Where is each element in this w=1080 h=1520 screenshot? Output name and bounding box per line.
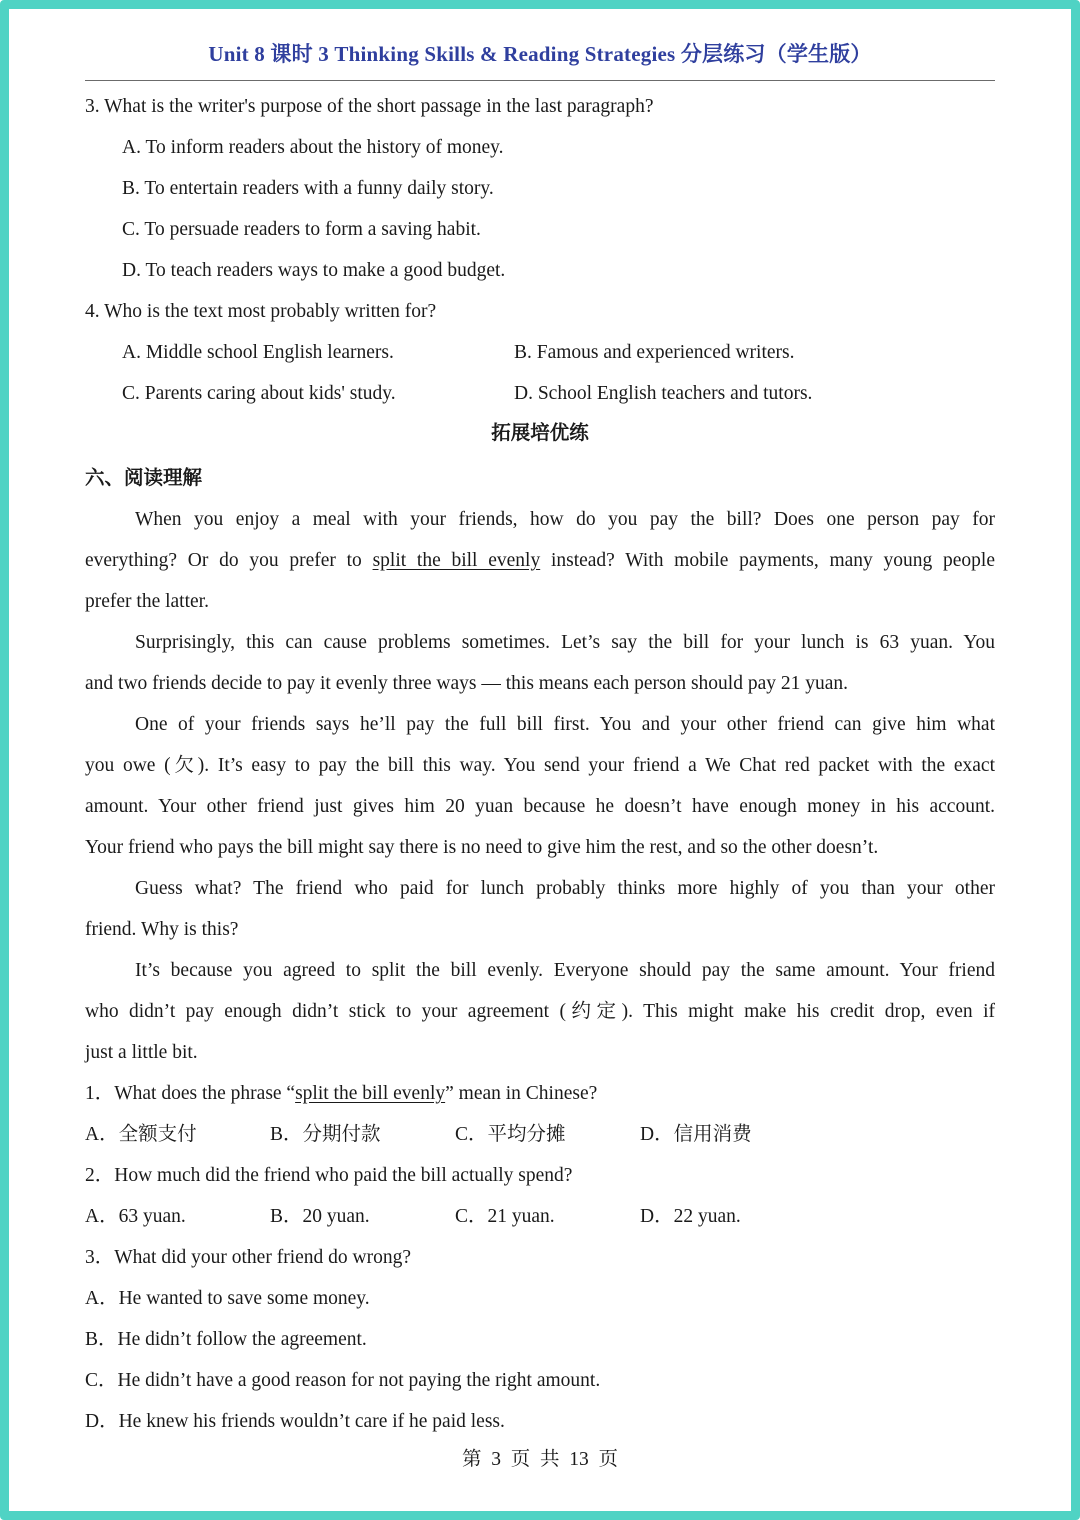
- option-a: A. Middle school English learners.: [122, 342, 394, 363]
- question-stem: 3．What did your other friend do wrong?: [85, 1247, 411, 1268]
- option-a: A．He wanted to save some money.: [85, 1288, 370, 1309]
- option-b: B．分期付款: [270, 1124, 381, 1145]
- option-c: C．He didn’t have a good reason for not paying the right amount.: [85, 1370, 601, 1391]
- option-c: C. To persuade readers to form a saving habit.: [122, 219, 481, 240]
- question-stem: 3. What is the writer's purpose of the short passage in the last paragraph?: [85, 96, 654, 117]
- option-b: B．20 yuan.: [270, 1206, 370, 1227]
- question-stem: [85, 1080, 597, 1108]
- option-d: D．信用消费: [640, 1124, 752, 1145]
- question-text: 1．What does the phrase “: [85, 1083, 296, 1104]
- option-a: A．全额支付: [85, 1124, 197, 1145]
- passage-line: Your friend who pays the bill might say there is no need to give him the rest, and so the other doesn’t.: [85, 837, 879, 858]
- option-c: C．平均分摊: [455, 1124, 566, 1145]
- passage-line: When you enjoy a meal with your friends, how do you pay the bill? Does one person pay for: [135, 509, 995, 530]
- passage-line: just a little bit.: [85, 1042, 198, 1063]
- underlined-phrase: split the bill evenly: [372, 550, 541, 571]
- passage-line: friend. Why is this?: [85, 919, 239, 940]
- passage-line: amount. Your other friend just gives him 20 yuan because he doesn’t have enough money in his account.: [85, 796, 995, 817]
- passage-line: who didn’t pay enough didn’t stick to your agreement (约定). This might make his credit drop, even if: [85, 1001, 995, 1022]
- option-d: D. School English teachers and tutors.: [514, 383, 813, 404]
- passage-text: everything? Or do you prefer to: [85, 550, 373, 571]
- passage-line: One of your friends says he’ll pay the full bill first. You and your other friend can give him what: [135, 714, 995, 735]
- passage-line: prefer the latter.: [85, 591, 209, 612]
- option-a: A. To inform readers about the history of money.: [122, 137, 504, 158]
- option-b: B. To entertain readers with a funny daily story.: [122, 178, 494, 199]
- question-stem: 2．How much did the friend who paid the bill actually spend?: [85, 1165, 573, 1186]
- passage-line: and two friends decide to pay it evenly three ways — this means each person should pay 21 yuan.: [85, 673, 849, 694]
- passage-line: [85, 547, 995, 575]
- option-d: D．22 yuan.: [640, 1206, 741, 1227]
- passage-line: Guess what? The friend who paid for lunch probably thinks more highly of you than your other: [135, 878, 995, 899]
- page-number: 第 3 页 共 13 页: [461, 1449, 618, 1470]
- question-text: ” mean in Chinese?: [445, 1083, 598, 1104]
- passage-line: It’s because you agreed to split the bill evenly. Everyone should pay the same amount. Your friend: [135, 960, 995, 981]
- question-stem: 4. Who is the text most probably written for?: [85, 301, 437, 322]
- option-a: A．63 yuan.: [85, 1206, 186, 1227]
- option-d: D．He knew his friends wouldn’t care if he paid less.: [85, 1411, 505, 1432]
- section-subtitle: 六、阅读理解: [85, 468, 203, 489]
- option-b: B．He didn’t follow the agreement.: [85, 1329, 367, 1350]
- option-d: D. To teach readers ways to make a good budget.: [122, 260, 506, 281]
- header-divider: [85, 80, 995, 81]
- underlined-phrase: split the bill evenly: [295, 1083, 446, 1104]
- passage-line: you owe (欠). It’s easy to pay the bill this way. You send your friend a We Chat red packet with the exact: [85, 755, 995, 776]
- passage-line: Surprisingly, this can cause problems sometimes. Let’s say the bill for your lunch is 63 yuan. You: [135, 632, 995, 653]
- option-c: C．21 yuan.: [455, 1206, 555, 1227]
- option-b: B. Famous and experienced writers.: [514, 342, 795, 363]
- option-c: C. Parents caring about kids' study.: [122, 383, 396, 404]
- passage-text: instead? With mobile payments, many young people: [540, 550, 995, 571]
- page-header-title: Unit 8 课时 3 Thinking Skills & Reading Strategies 分层练习（学生版）: [208, 42, 872, 66]
- section-title: 拓展培优练: [491, 423, 589, 444]
